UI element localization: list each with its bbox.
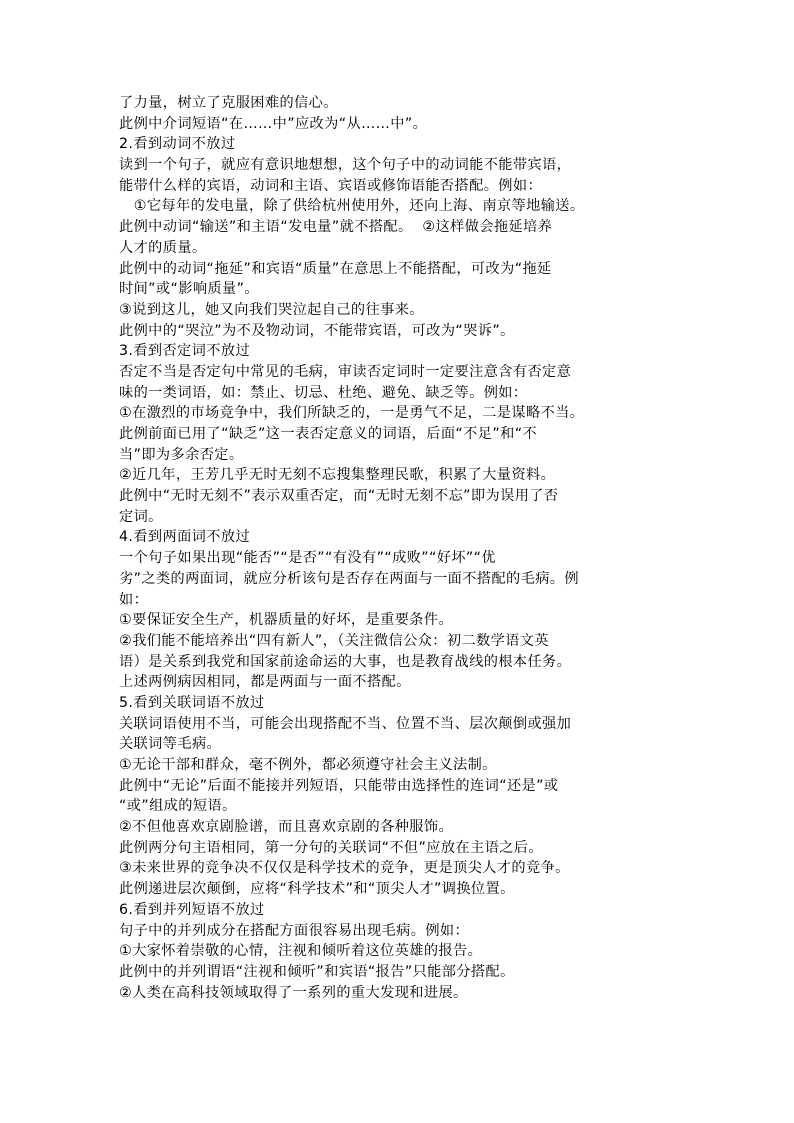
text-line: 否定不当是否定句中常见的毛病，审读否定词时一定要注意含有否定意 [119, 363, 572, 380]
text-line: 此例中“无时无刻不”表示双重否定，而“无时无刻不忘”即为误用了否 [119, 488, 559, 505]
text-line: 关联词语使用不当，可能会出现搭配不当、位置不当、层次颠倒或强加 [119, 715, 572, 732]
text-line: 此例中介词短语“在……中”应改为“从……中”。 [119, 115, 428, 132]
text-line: ②我们能不能培养出“四有新人”，（关注微信公众：初二数学语文英 [119, 632, 549, 649]
text-line: 此例递进层次颠倒，应将“科学技术”和“顶尖人才”调换位置。 [119, 881, 515, 898]
text-line: ①它每年的发电量，除了供给杭州使用外，还向上海、南京等地输送。 [119, 198, 585, 215]
text-line: ②近几年，王芳几乎无时无刻不忘搜集整理民歌，积累了大量资料。 [119, 467, 556, 484]
text-line: 了力量，树立了克服困难的信心。 [119, 95, 338, 111]
text-line: 此例中动词“输送”和主语“发电量”就不搭配。 ②这样做会拖延培养 [119, 219, 553, 236]
text-line: ①大家怀着崇敬的心情，注视和倾听着这位英雄的报告。 [119, 943, 483, 960]
text-line: ①无论干部和群众，毫不例外，都必须遵守社会主义法制。 [119, 757, 497, 773]
text-line: 一个句子如果出现“能否”“是否”“有没有”“成败”“好坏”“优 [119, 550, 497, 567]
text-line: 时间”或“影响质量”。 [119, 281, 259, 298]
text-line: 此例中的并列谓语“注视和倾听”和宾语“报告”只能部分搭配。 [119, 963, 515, 980]
text-line: 人才的质量。 [119, 239, 207, 256]
text-line: ③说到这儿，她又向我们哭泣起自己的往事来。 [119, 301, 424, 318]
document-body [119, 93, 679, 1003]
text-line: “或”组成的短语。 [119, 798, 237, 815]
text-line: 能带什么样的宾语，动词和主语、宾语或修饰语能否搭配。例如： [119, 177, 543, 194]
text-line: 语）是关系到我党和国家前途命运的大事，也是教育战线的根本任务。 [119, 653, 572, 670]
text-line: 句子中的并列成分在搭配方面很容易出现毛病。例如： [119, 922, 470, 939]
text-line: ②不但他喜欢京剧脸谱，而且喜欢京剧的各种服饰。 [119, 819, 454, 836]
text-line: 劣”之类的两面词，就应分析该句是否存在两面与一面不搭配的毛病。例 [119, 570, 579, 587]
text-line: 关联词等毛病。 [119, 736, 222, 753]
text-line: 读到一个句子，就应有意识地想想，这个句子中的动词能不能带宾语， [119, 157, 572, 174]
text-line: ①要保证安全生产，机器质量的好坏，是重要条件。 [119, 612, 454, 629]
text-line: 定词。 [119, 508, 163, 525]
text-line: 味的一类词语，如：禁止、切忌、杜绝、避免、缺乏等。例如： [119, 384, 528, 401]
text-line: 3.看到否定词不放过 [119, 343, 251, 360]
text-line: ②人类在高科技领域取得了一系列的重大发现和进展。 [119, 984, 468, 1001]
text-line: ③未来世界的竞争决不仅仅是科学技术的竞争，更是顶尖人才的竞争。 [119, 860, 570, 877]
text-line: 当”即为多余否定。 [119, 446, 244, 463]
text-line: 如： [119, 591, 149, 608]
text-line: 上述两例病因相同，都是两面与一面不搭配。 [119, 674, 411, 691]
text-line: ①在激烈的市场竞争中，我们所缺乏的，一是勇气不足，二是谋略不当。 [119, 405, 585, 422]
text-line: 6.看到并列短语不放过 [119, 901, 265, 918]
text-line: 4.看到两面词不放过 [119, 529, 251, 546]
text-line: 此例中的动词“拖延”和宾语“质量”在意思上不能搭配，可改为“拖延 [119, 260, 552, 277]
text-line: 5.看到关联词语不放过 [119, 694, 265, 711]
text-line: 此例前面已用了“缺乏”这一表否定意义的词语，后面“不足”和“不 [119, 426, 538, 442]
text-line: 此例中“无论”后面不能接并列短语，只能带由选择性的连词“还是”或 [119, 777, 559, 794]
text-line: 此例两分句主语相同，第一分句的关联词“不但”应放在主语之后。 [119, 839, 543, 856]
text-line: 2.看到动词不放过 [119, 136, 236, 153]
text-line: 此例中的“哭泣”为不及物动词，不能带宾语，可改为“哭诉”。 [119, 322, 515, 339]
